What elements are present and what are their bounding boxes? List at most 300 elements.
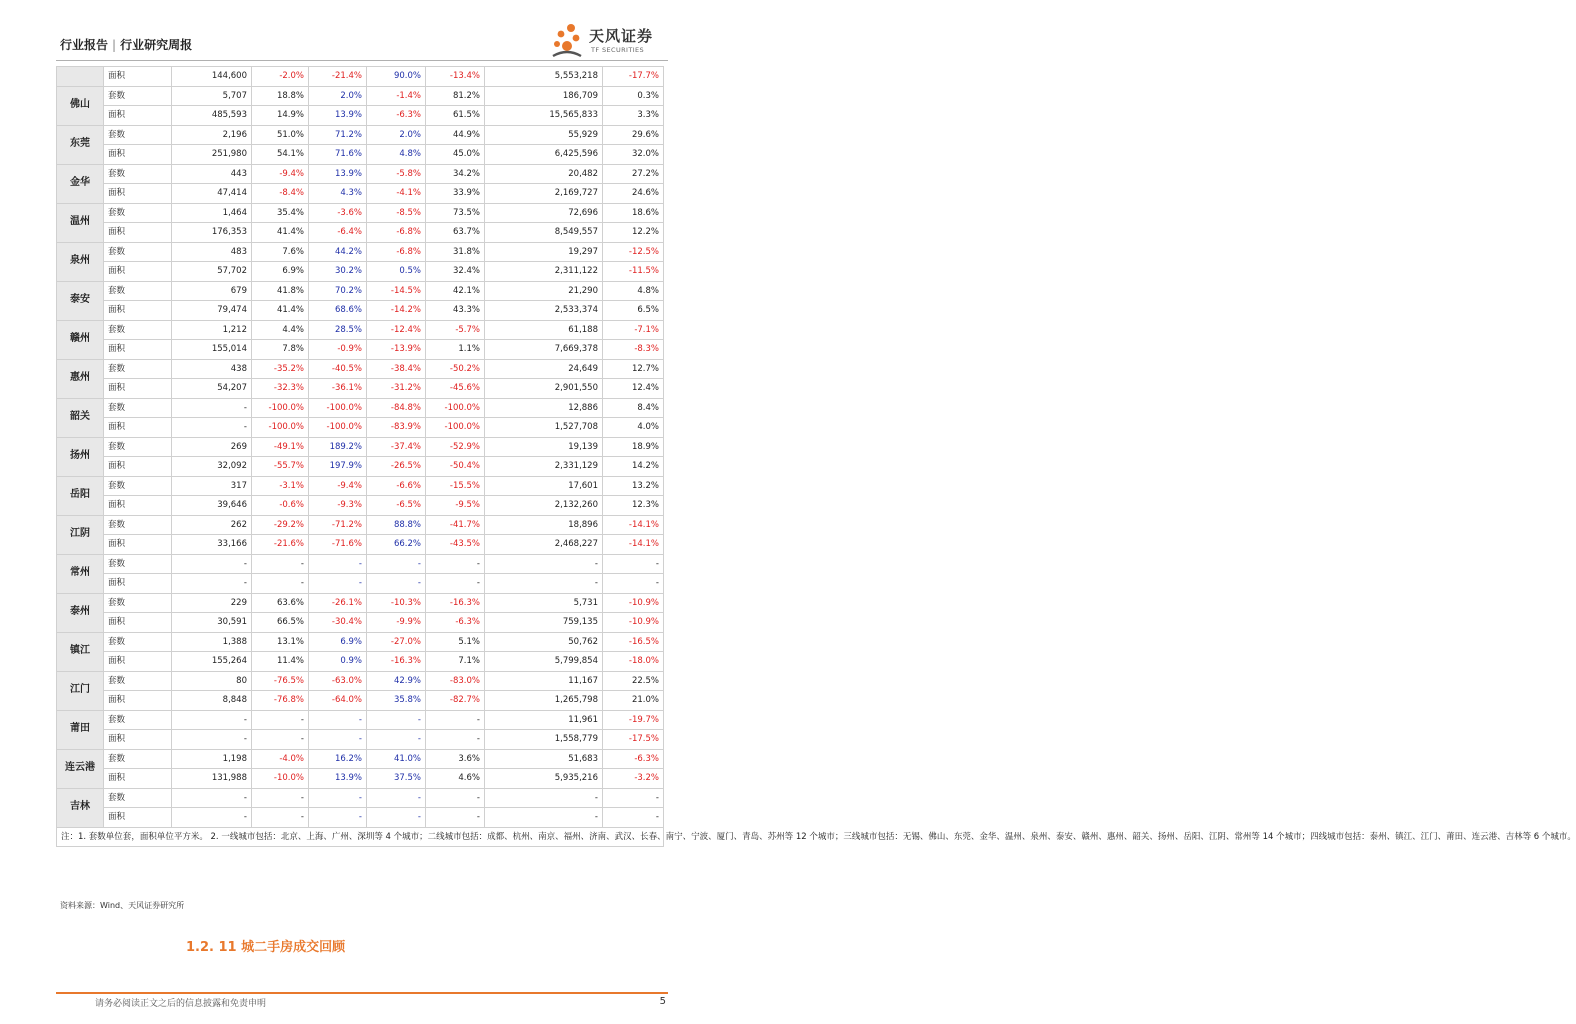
value-cell: -: [172, 808, 252, 828]
city-name: 泰安: [57, 281, 104, 320]
value-cell: 41.0%: [367, 749, 426, 769]
metric-label: 面积: [104, 613, 172, 633]
value-cell: -0.9%: [309, 340, 367, 360]
value-cell: -: [252, 730, 309, 750]
value-cell: 18,896: [485, 515, 603, 535]
value-cell: 13.9%: [309, 164, 367, 184]
value-cell: 19,139: [485, 437, 603, 457]
table-row: [57, 242, 664, 262]
value-cell: 55,929: [485, 125, 603, 145]
value-cell: -41.7%: [426, 515, 485, 535]
value-cell: 35.8%: [367, 691, 426, 711]
value-cell: 5,707: [172, 86, 252, 106]
metric-label: 套数: [104, 203, 172, 223]
value-cell: 3.3%: [603, 106, 664, 126]
value-cell: -: [603, 554, 664, 574]
report-category: 行业报告: [60, 38, 109, 52]
data-source: 资料来源：Wind、天风证券研究所: [60, 901, 185, 910]
city-name: 金华: [57, 164, 104, 203]
value-cell: -16.5%: [603, 632, 664, 652]
value-cell: 18.6%: [603, 203, 664, 223]
value-cell: 197.9%: [309, 457, 367, 477]
value-cell: -71.6%: [309, 535, 367, 555]
value-cell: 1,212: [172, 320, 252, 340]
value-cell: 79,474: [172, 301, 252, 321]
note-row: [57, 827, 664, 847]
value-cell: -10.9%: [603, 613, 664, 633]
value-cell: -6.3%: [603, 749, 664, 769]
value-cell: 41.4%: [252, 223, 309, 243]
value-cell: -: [252, 788, 309, 808]
table-row: [57, 710, 664, 730]
value-cell: 14.9%: [252, 106, 309, 126]
value-cell: -100.0%: [426, 398, 485, 418]
table-row: [57, 281, 664, 301]
table-row: [57, 554, 664, 574]
footer-disclaimer: 请务必阅读正文之后的信息披露和免责申明: [95, 999, 267, 1009]
value-cell: -10.3%: [367, 593, 426, 613]
value-cell: 5,553,218: [485, 67, 603, 87]
value-cell: -8.4%: [252, 184, 309, 204]
metric-label: 套数: [104, 476, 172, 496]
value-cell: -: [426, 574, 485, 594]
city-name: 莆田: [57, 710, 104, 749]
value-cell: -21.6%: [252, 535, 309, 555]
value-cell: 759,135: [485, 613, 603, 633]
value-cell: -14.5%: [367, 281, 426, 301]
value-cell: 66.2%: [367, 535, 426, 555]
city-name: 岳阳: [57, 476, 104, 515]
value-cell: -19.7%: [603, 710, 664, 730]
value-cell: 34.2%: [426, 164, 485, 184]
value-cell: 24,649: [485, 359, 603, 379]
value-cell: -: [603, 808, 664, 828]
value-cell: 51,683: [485, 749, 603, 769]
metric-label: 套数: [104, 398, 172, 418]
value-cell: 2,901,550: [485, 379, 603, 399]
value-cell: 21.0%: [603, 691, 664, 711]
city-name: 惠州: [57, 359, 104, 398]
value-cell: 61,188: [485, 320, 603, 340]
value-cell: -: [172, 554, 252, 574]
value-cell: -: [252, 710, 309, 730]
value-cell: 0.9%: [309, 652, 367, 672]
value-cell: 679: [172, 281, 252, 301]
metric-label: 套数: [104, 242, 172, 262]
value-cell: 12,886: [485, 398, 603, 418]
value-cell: -37.4%: [367, 437, 426, 457]
value-cell: 2,196: [172, 125, 252, 145]
value-cell: -6.5%: [367, 496, 426, 516]
value-cell: -: [252, 808, 309, 828]
value-cell: 2,468,227: [485, 535, 603, 555]
value-cell: -: [426, 554, 485, 574]
value-cell: -: [309, 788, 367, 808]
footer-divider: [56, 992, 668, 994]
table-row: [57, 340, 664, 360]
value-cell: 66.5%: [252, 613, 309, 633]
value-cell: -35.2%: [252, 359, 309, 379]
table-note: 注：1. 套数单位套，面积单位平方米。 2. 一线城市包括：北京、上海、广州、深圳等 4 个城市；二线城市包括：成都、杭州、南京、福州、济南、武汉、长春、南宁、宁波、厦门、青岛、苏州等 12 个城市；三线城市包括：无锡、佛山、东莞、金华、温州、泉州、泰安、赣州、惠州、韶关、扬州、岳阳、江阴、常州等 14 个城市；四线城市包括：泰州、镇江、江门、莆田、连云港、吉林等 6 个城市。: [57, 827, 664, 847]
table-row: [57, 496, 664, 516]
logo-mark-icon: [549, 22, 587, 60]
metric-label: 套数: [104, 125, 172, 145]
logo-subtext: TF SECURITIES: [591, 46, 645, 54]
value-cell: -21.4%: [309, 67, 367, 87]
value-cell: -: [485, 788, 603, 808]
value-cell: -14.2%: [367, 301, 426, 321]
page-number: 5: [659, 996, 666, 1007]
value-cell: -10.0%: [252, 769, 309, 789]
metric-label: 面积: [104, 340, 172, 360]
value-cell: -4.0%: [252, 749, 309, 769]
value-cell: 35.4%: [252, 203, 309, 223]
value-cell: -83.0%: [426, 671, 485, 691]
value-cell: 5,731: [485, 593, 603, 613]
table-row: [57, 769, 664, 789]
table-row: [57, 145, 664, 165]
value-cell: 32,092: [172, 457, 252, 477]
table-row: [57, 379, 664, 399]
value-cell: -45.6%: [426, 379, 485, 399]
value-cell: -: [485, 574, 603, 594]
value-cell: -18.0%: [603, 652, 664, 672]
value-cell: 483: [172, 242, 252, 262]
value-cell: -: [172, 398, 252, 418]
metric-label: 套数: [104, 632, 172, 652]
value-cell: -1.4%: [367, 86, 426, 106]
value-cell: 3.6%: [426, 749, 485, 769]
metric-label: 面积: [104, 730, 172, 750]
value-cell: -64.0%: [309, 691, 367, 711]
value-cell: -: [367, 788, 426, 808]
value-cell: 2,132,260: [485, 496, 603, 516]
value-cell: 251,980: [172, 145, 252, 165]
value-cell: -: [603, 788, 664, 808]
city-name: 江阴: [57, 515, 104, 554]
value-cell: 14.2%: [603, 457, 664, 477]
value-cell: 229: [172, 593, 252, 613]
value-cell: 11,961: [485, 710, 603, 730]
value-cell: 189.2%: [309, 437, 367, 457]
value-cell: 155,014: [172, 340, 252, 360]
metric-label: 套数: [104, 437, 172, 457]
value-cell: 44.2%: [309, 242, 367, 262]
value-cell: -17.7%: [603, 67, 664, 87]
value-cell: 1,527,708: [485, 418, 603, 438]
city-name: [57, 67, 104, 87]
value-cell: 2.0%: [309, 86, 367, 106]
value-cell: -38.4%: [367, 359, 426, 379]
value-cell: 71.6%: [309, 145, 367, 165]
metric-label: 面积: [104, 145, 172, 165]
table-row: [57, 749, 664, 769]
section-heading: 1.2. 11 城二手房成交回顾: [186, 940, 346, 955]
value-cell: -71.2%: [309, 515, 367, 535]
value-cell: -2.0%: [252, 67, 309, 87]
value-cell: 8,848: [172, 691, 252, 711]
value-cell: 5,935,216: [485, 769, 603, 789]
value-cell: 131,988: [172, 769, 252, 789]
value-cell: 33,166: [172, 535, 252, 555]
city-name: 吉林: [57, 788, 104, 827]
value-cell: -: [603, 574, 664, 594]
metric-label: 套数: [104, 710, 172, 730]
value-cell: 1,464: [172, 203, 252, 223]
value-cell: -: [309, 730, 367, 750]
value-cell: -9.3%: [309, 496, 367, 516]
metric-label: 套数: [104, 593, 172, 613]
value-cell: -6.4%: [309, 223, 367, 243]
value-cell: 37.5%: [367, 769, 426, 789]
value-cell: 1,388: [172, 632, 252, 652]
value-cell: -6.3%: [367, 106, 426, 126]
city-name: 韶关: [57, 398, 104, 437]
value-cell: -27.0%: [367, 632, 426, 652]
value-cell: -100.0%: [309, 398, 367, 418]
value-cell: 11.4%: [252, 652, 309, 672]
value-cell: 262: [172, 515, 252, 535]
value-cell: -: [252, 574, 309, 594]
metric-label: 套数: [104, 359, 172, 379]
value-cell: -52.9%: [426, 437, 485, 457]
value-cell: -50.4%: [426, 457, 485, 477]
value-cell: 4.8%: [603, 281, 664, 301]
value-cell: -84.8%: [367, 398, 426, 418]
value-cell: -13.4%: [426, 67, 485, 87]
value-cell: 22.5%: [603, 671, 664, 691]
value-cell: 12.2%: [603, 223, 664, 243]
value-cell: -9.9%: [367, 613, 426, 633]
value-cell: -31.2%: [367, 379, 426, 399]
value-cell: 2,169,727: [485, 184, 603, 204]
value-cell: 20,482: [485, 164, 603, 184]
metric-label: 面积: [104, 223, 172, 243]
metric-label: 面积: [104, 457, 172, 477]
value-cell: 8.4%: [603, 398, 664, 418]
value-cell: -12.5%: [603, 242, 664, 262]
value-cell: -: [172, 788, 252, 808]
city-name: 镇江: [57, 632, 104, 671]
value-cell: 5.1%: [426, 632, 485, 652]
value-cell: 32.0%: [603, 145, 664, 165]
value-cell: 6.5%: [603, 301, 664, 321]
metric-label: 面积: [104, 535, 172, 555]
value-cell: -8.3%: [603, 340, 664, 360]
value-cell: 13.9%: [309, 106, 367, 126]
value-cell: 30.2%: [309, 262, 367, 282]
metric-label: 套数: [104, 671, 172, 691]
value-cell: -7.1%: [603, 320, 664, 340]
value-cell: 57,702: [172, 262, 252, 282]
value-cell: 42.9%: [367, 671, 426, 691]
value-cell: -10.9%: [603, 593, 664, 613]
value-cell: 61.5%: [426, 106, 485, 126]
value-cell: 72,696: [485, 203, 603, 223]
value-cell: 32.4%: [426, 262, 485, 282]
table-row: [57, 535, 664, 555]
table-row: [57, 184, 664, 204]
table-row: [57, 808, 664, 828]
metric-label: 面积: [104, 418, 172, 438]
value-cell: 71.2%: [309, 125, 367, 145]
value-cell: 4.6%: [426, 769, 485, 789]
value-cell: 2.0%: [367, 125, 426, 145]
value-cell: -100.0%: [426, 418, 485, 438]
table-row: [57, 574, 664, 594]
value-cell: -3.6%: [309, 203, 367, 223]
value-cell: -76.8%: [252, 691, 309, 711]
value-cell: 18.8%: [252, 86, 309, 106]
value-cell: -: [172, 418, 252, 438]
value-cell: -43.5%: [426, 535, 485, 555]
value-cell: -83.9%: [367, 418, 426, 438]
value-cell: -3.2%: [603, 769, 664, 789]
value-cell: -29.2%: [252, 515, 309, 535]
value-cell: -: [426, 808, 485, 828]
value-cell: 68.6%: [309, 301, 367, 321]
value-cell: 88.8%: [367, 515, 426, 535]
table-row: [57, 125, 664, 145]
table-row: [57, 632, 664, 652]
value-cell: 13.9%: [309, 769, 367, 789]
value-cell: -49.1%: [252, 437, 309, 457]
city-name: 东莞: [57, 125, 104, 164]
value-cell: -3.1%: [252, 476, 309, 496]
value-cell: -14.1%: [603, 515, 664, 535]
value-cell: -9.4%: [309, 476, 367, 496]
value-cell: 317: [172, 476, 252, 496]
value-cell: 4.3%: [309, 184, 367, 204]
value-cell: 44.9%: [426, 125, 485, 145]
value-cell: 30,591: [172, 613, 252, 633]
company-logo: [549, 22, 684, 62]
table-row: [57, 613, 664, 633]
table-row: [57, 106, 664, 126]
value-cell: -: [172, 710, 252, 730]
value-cell: -: [367, 574, 426, 594]
value-cell: 31.8%: [426, 242, 485, 262]
value-cell: -4.1%: [367, 184, 426, 204]
value-cell: -6.8%: [367, 242, 426, 262]
table-row: [57, 398, 664, 418]
value-cell: -0.6%: [252, 496, 309, 516]
value-cell: 47,414: [172, 184, 252, 204]
metric-label: 面积: [104, 652, 172, 672]
table-row: [57, 164, 664, 184]
table-row: [57, 476, 664, 496]
value-cell: 11,167: [485, 671, 603, 691]
table-row: [57, 418, 664, 438]
value-cell: 1,558,779: [485, 730, 603, 750]
table-row: [57, 788, 664, 808]
value-cell: 63.7%: [426, 223, 485, 243]
value-cell: 186,709: [485, 86, 603, 106]
value-cell: 39,646: [172, 496, 252, 516]
value-cell: -36.1%: [309, 379, 367, 399]
value-cell: 443: [172, 164, 252, 184]
value-cell: -55.7%: [252, 457, 309, 477]
value-cell: -16.3%: [426, 593, 485, 613]
table-row: [57, 730, 664, 750]
city-name: 泰州: [57, 593, 104, 632]
value-cell: -82.7%: [426, 691, 485, 711]
value-cell: -9.4%: [252, 164, 309, 184]
value-cell: 90.0%: [367, 67, 426, 87]
value-cell: -6.3%: [426, 613, 485, 633]
value-cell: 81.2%: [426, 86, 485, 106]
table-row: [57, 86, 664, 106]
value-cell: 41.4%: [252, 301, 309, 321]
value-cell: 73.5%: [426, 203, 485, 223]
value-cell: -: [309, 554, 367, 574]
value-cell: -: [367, 554, 426, 574]
value-cell: -14.1%: [603, 535, 664, 555]
value-cell: 176,353: [172, 223, 252, 243]
value-cell: -: [309, 710, 367, 730]
value-cell: 54,207: [172, 379, 252, 399]
table-row: [57, 203, 664, 223]
value-cell: 4.4%: [252, 320, 309, 340]
value-cell: -: [367, 808, 426, 828]
value-cell: 7,669,378: [485, 340, 603, 360]
value-cell: 6,425,596: [485, 145, 603, 165]
value-cell: -12.4%: [367, 320, 426, 340]
logo-name: 天风证券: [589, 27, 654, 45]
value-cell: 0.5%: [367, 262, 426, 282]
city-name: 温州: [57, 203, 104, 242]
value-cell: 8,549,557: [485, 223, 603, 243]
value-cell: 24.6%: [603, 184, 664, 204]
value-cell: -100.0%: [252, 398, 309, 418]
table-row: [57, 671, 664, 691]
city-name: 泉州: [57, 242, 104, 281]
metric-label: 套数: [104, 788, 172, 808]
value-cell: -30.4%: [309, 613, 367, 633]
value-cell: 50,762: [485, 632, 603, 652]
value-cell: -: [485, 554, 603, 574]
value-cell: 17,601: [485, 476, 603, 496]
value-cell: -26.1%: [309, 593, 367, 613]
value-cell: 2,311,122: [485, 262, 603, 282]
value-cell: -5.7%: [426, 320, 485, 340]
value-cell: 155,264: [172, 652, 252, 672]
metric-label: 面积: [104, 691, 172, 711]
metric-label: 套数: [104, 749, 172, 769]
report-header: [60, 36, 192, 53]
value-cell: -: [426, 710, 485, 730]
table-row: [57, 359, 664, 379]
value-cell: -: [367, 730, 426, 750]
table-row: [57, 301, 664, 321]
table-row: [57, 320, 664, 340]
value-cell: 6.9%: [252, 262, 309, 282]
value-cell: -63.0%: [309, 671, 367, 691]
city-name: 常州: [57, 554, 104, 593]
value-cell: -9.5%: [426, 496, 485, 516]
metric-label: 面积: [104, 184, 172, 204]
table-row: [57, 652, 664, 672]
value-cell: -16.3%: [367, 652, 426, 672]
value-cell: -11.5%: [603, 262, 664, 282]
value-cell: 80: [172, 671, 252, 691]
table-row: [57, 437, 664, 457]
value-cell: 4.0%: [603, 418, 664, 438]
value-cell: -: [367, 710, 426, 730]
value-cell: 28.5%: [309, 320, 367, 340]
metric-label: 套数: [104, 554, 172, 574]
value-cell: -: [309, 808, 367, 828]
